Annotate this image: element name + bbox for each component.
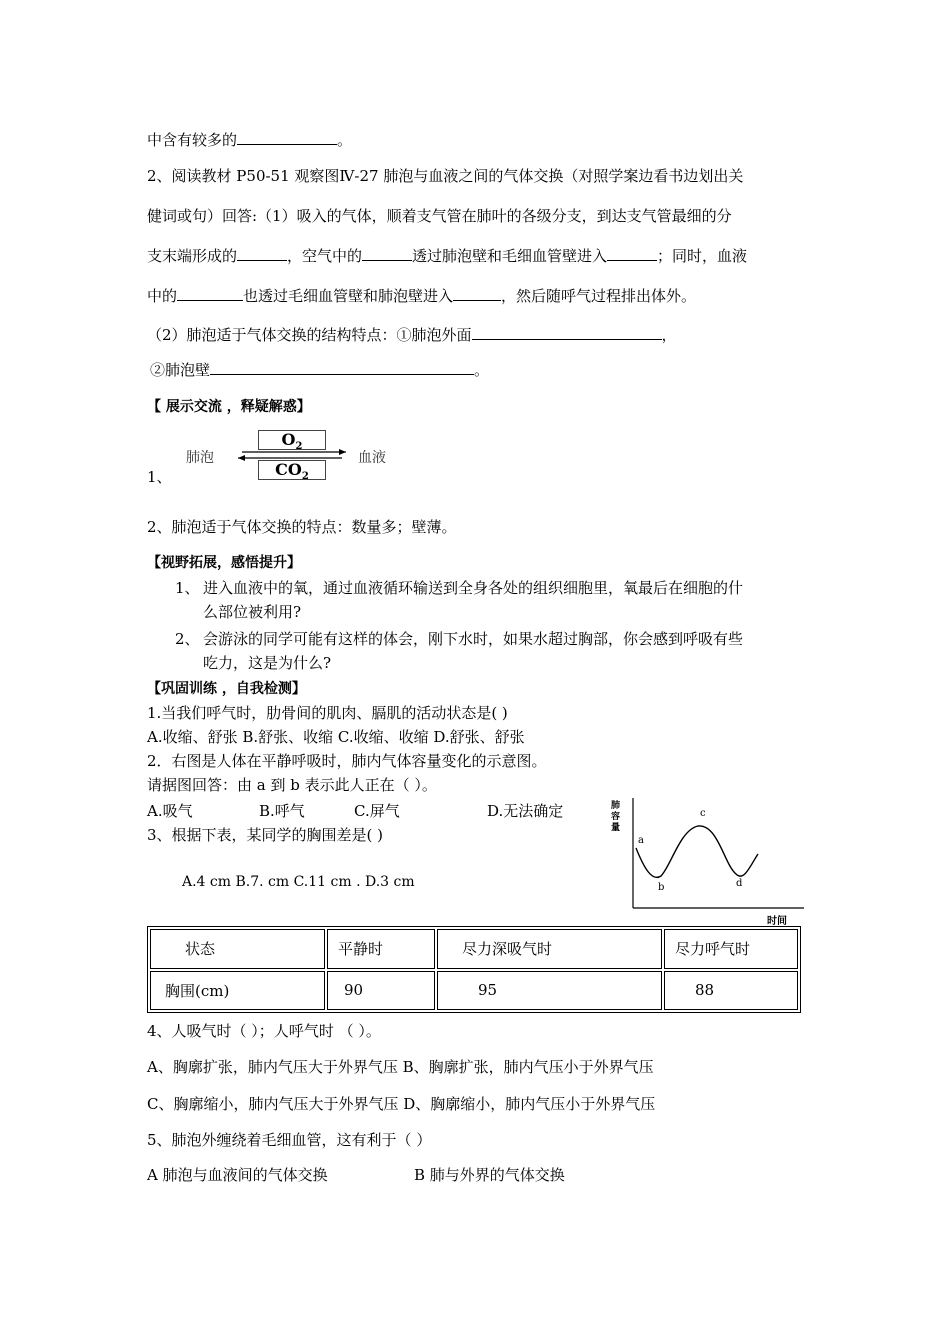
question-5-option-b: B 肺与外界的气体交换	[414, 1166, 565, 1184]
lung-volume-graph	[608, 770, 808, 930]
graph-xlabel: 时间	[767, 916, 787, 927]
blank	[362, 246, 412, 261]
exchange-arrows	[236, 449, 348, 461]
question-2-option-d: D.无法确定	[487, 802, 564, 820]
section-heading-show: 【 展示交流 ，释疑解惑】	[147, 399, 311, 415]
table-header-cell: 尽力深吸气时	[437, 929, 662, 969]
oxygen-box: $O_2$	[258, 430, 326, 450]
fill-line-3: 健词或句）回答:（1）吸入的气体，顺着支气管在肺叶的各级分支，到达支气管最细的分	[147, 207, 732, 225]
table-cell: 95	[437, 971, 662, 1011]
section-heading-training: 【巩固训练 ，自我检测】	[147, 681, 306, 697]
expand-item-2-line2: 吃力，这是为什么?	[203, 654, 332, 672]
section-heading-expand: 【视野拓展，感悟提升】	[147, 555, 301, 571]
blank	[210, 360, 474, 375]
point-label-c: c	[700, 808, 706, 819]
chest-circumference-table	[147, 926, 801, 1013]
blank	[453, 286, 501, 301]
blank	[237, 130, 337, 145]
table-header-cell: 平静时	[327, 929, 435, 969]
question-2-option-a: A.吸气	[147, 802, 193, 820]
fill-line-5: 中的 也透过毛细血管壁和肺泡壁进入 ，然后随呼气过程排出体外。	[147, 287, 697, 305]
lung-volume-curve	[636, 826, 758, 877]
expand-item-1-line2: 么部位被利用?	[203, 603, 302, 621]
table-row-label: 胸围(cm)	[150, 971, 325, 1011]
question-2: 2．右图是人体在平静呼吸时，肺内气体容量变化的示意图。	[147, 752, 547, 770]
question-4-options-ab: A、胸廓扩张，肺内气压大于外界气压 B、胸廓扩张，肺内气压小于外界气压	[147, 1058, 654, 1076]
fill-line-2: 2、阅读教材 P50-51 观察图Ⅳ-27 肺泡与血液之间的气体交换（对照学案边看书边划出关	[147, 167, 744, 185]
point-label-a: a	[638, 835, 644, 846]
exchange-alveolus-label: 肺泡	[186, 450, 214, 466]
expand-item-1-num: 1、	[175, 579, 200, 597]
blank	[607, 246, 657, 261]
expand-item-1-line1: 进入血液中的氧，通过血液循环输送到全身各处的组织细胞里，氧最后在细胞的什	[203, 579, 744, 597]
fill-line-4: 支末端形成的 ，空气中的 透过肺泡壁和毛细血管壁进入 ；同时，血液	[147, 247, 748, 265]
question-3-options: A.4 cm B.7. cm C.11 cm . D.3 cm	[182, 874, 415, 890]
question-5: 5、肺泡外缠绕着毛细血管，这有利于（ ）	[147, 1131, 432, 1149]
question-2-option-b: B.呼气	[259, 802, 305, 820]
table-cell: 90	[327, 971, 435, 1011]
expand-item-2-line1: 会游泳的同学可能有这样的体会，刚下水时，如果水超过胸部，你会感到呼吸有些	[203, 630, 744, 648]
question-2-option-c: C.屏气	[354, 802, 400, 820]
table-header-row	[150, 929, 798, 969]
exchange-blood-label: 血液	[358, 450, 386, 466]
point-label-d: d	[736, 878, 743, 889]
carbon-dioxide-box: $CO_2$	[258, 460, 326, 480]
question-1-options: A.收缩、舒张 B.舒张、收缩 C.收缩、收缩 D.舒张、舒张	[147, 728, 525, 746]
question-5-option-a: A 肺泡与血液间的气体交换	[147, 1166, 328, 1184]
fill-line-6: （2）肺泡适于气体交换的结构特点：①肺泡外面 ，	[147, 326, 677, 344]
question-1: 1.当我们呼气时，肋骨间的肌肉、膈肌的活动状态是( )	[147, 704, 508, 722]
question-2-prompt: 请据图回答：由 a 到 b 表示此人正在（ ）。	[147, 776, 437, 794]
question-3: 3、根据下表，某同学的胸围差是( )	[147, 826, 384, 844]
table-cell: 88	[664, 971, 798, 1011]
graph-ylabel: 肺容量	[611, 801, 621, 833]
table-header-cell: 状态	[150, 929, 325, 969]
fill-line-1: 中含有较多的 。	[147, 131, 353, 149]
blank	[472, 325, 662, 340]
show-item-2: 2、肺泡适于气体交换的特点：数量多；壁薄。	[147, 518, 457, 536]
blank	[177, 286, 243, 301]
table-row	[150, 971, 798, 1011]
question-4-options-cd: C、胸廓缩小，肺内气压大于外界气压 D、胸廓缩小，肺内气压小于外界气压	[147, 1095, 656, 1113]
blank	[237, 246, 287, 261]
point-label-b: b	[658, 882, 665, 893]
question-4: 4、人吸气时（ ）；人呼气时 （ ）。	[147, 1022, 381, 1040]
table-header-cell: 尽力呼气时	[664, 929, 798, 969]
expand-item-2-num: 2、	[175, 630, 200, 648]
exchange-number: 1、	[147, 468, 172, 486]
fill-line-7: ②肺泡壁 。	[150, 361, 490, 379]
